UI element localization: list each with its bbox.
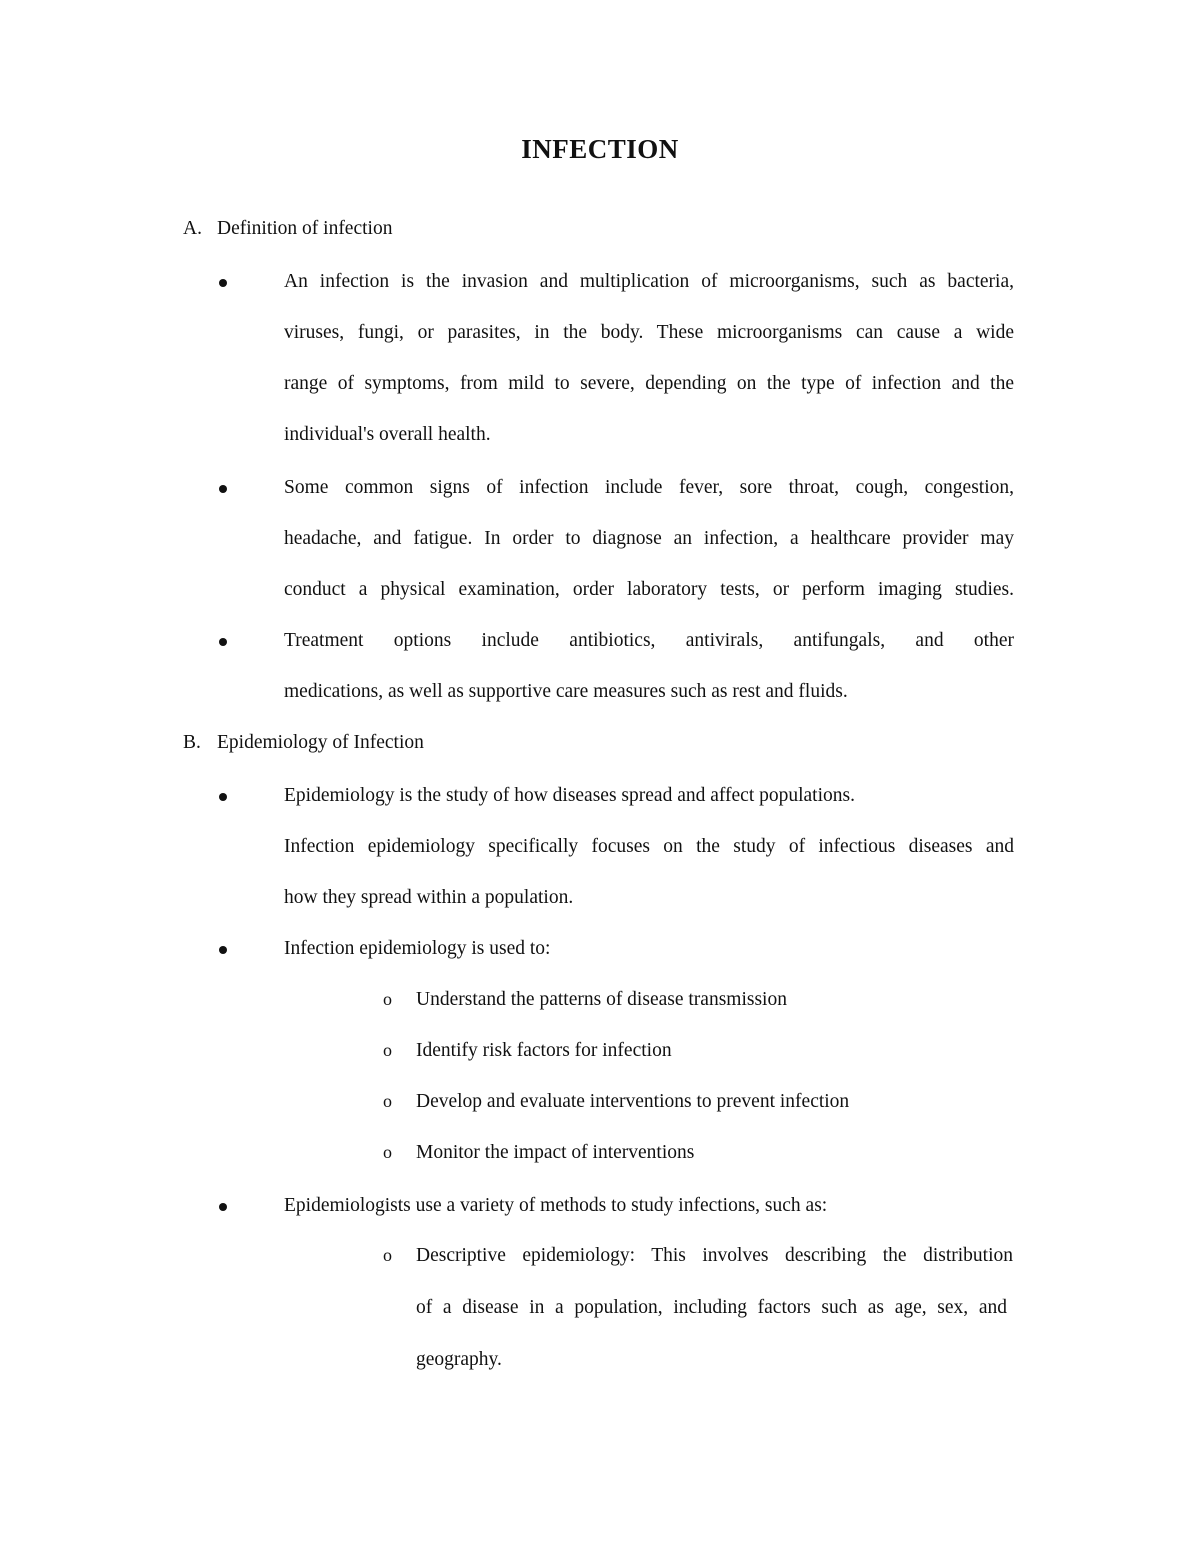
sub-bullet-marker: o [383,1245,392,1265]
paragraph-line: Some common signs of infection include fever, sore throat, cough, congestion, [284,477,1014,498]
bullet-icon [219,793,227,801]
paragraph-line: Treatment options include antibiotics, antivirals, antifungals, and other [284,630,1014,651]
paragraph-line: headache, and fatigue. In order to diagnose an infection, a healthcare provider may [284,528,1014,549]
sub-list-item: Understand the patterns of disease transmission [416,989,787,1010]
paragraph-line: Epidemiologists use a variety of methods to study infections, such as: [284,1195,828,1216]
paragraph-line: viruses, fungi, or parasites, in the body. These microorganisms can cause a wide [284,322,1014,343]
sub-bullet-marker: o [383,989,392,1009]
paragraph-line: individual's overall health. [284,424,491,445]
paragraph-line: range of symptoms, from mild to severe, depending on the type of infection and the [284,373,1014,394]
paragraph-line: Infection epidemiology specifically focuses on the study of infectious diseases and [284,836,1014,857]
bullet-icon [219,279,227,287]
sub-bullet-marker: o [383,1091,392,1111]
sub-list-item-line: of a disease in a population, including factors such as age, sex, and [416,1297,1007,1318]
sub-list-item-line: Descriptive epidemiology: This involves describing the distribution [416,1245,1013,1266]
section-b-heading: Epidemiology of Infection [217,732,424,753]
sub-bullet-marker: o [383,1040,392,1060]
paragraph-line: how they spread within a population. [284,887,574,908]
section-a-letter: A. [183,218,202,239]
paragraph-line: Infection epidemiology is used to: [284,938,551,959]
paragraph-line: medications, as well as supportive care measures such as rest and fluids. [284,681,848,702]
bullet-icon [219,1203,227,1211]
bullet-icon [219,485,227,493]
sub-list-item: Identify risk factors for infection [416,1040,672,1061]
paragraph-line: conduct a physical examination, order laboratory tests, or perform imaging studies. [284,579,1014,600]
section-b-letter: B. [183,732,201,753]
sub-bullet-marker: o [383,1142,392,1162]
bullet-icon [219,638,227,646]
sub-list-item: Monitor the impact of interventions [416,1142,695,1163]
page-title: INFECTION [521,134,679,164]
sub-list-item-line: geography. [416,1349,502,1370]
paragraph-line: An infection is the invasion and multiplication of microorganisms, such as bacteria, [284,271,1014,292]
sub-list-item: Develop and evaluate interventions to prevent infection [416,1091,850,1112]
bullet-icon [219,946,227,954]
paragraph-line: Epidemiology is the study of how diseases spread and affect populations. [284,785,855,806]
section-a-heading: Definition of infection [217,218,393,239]
